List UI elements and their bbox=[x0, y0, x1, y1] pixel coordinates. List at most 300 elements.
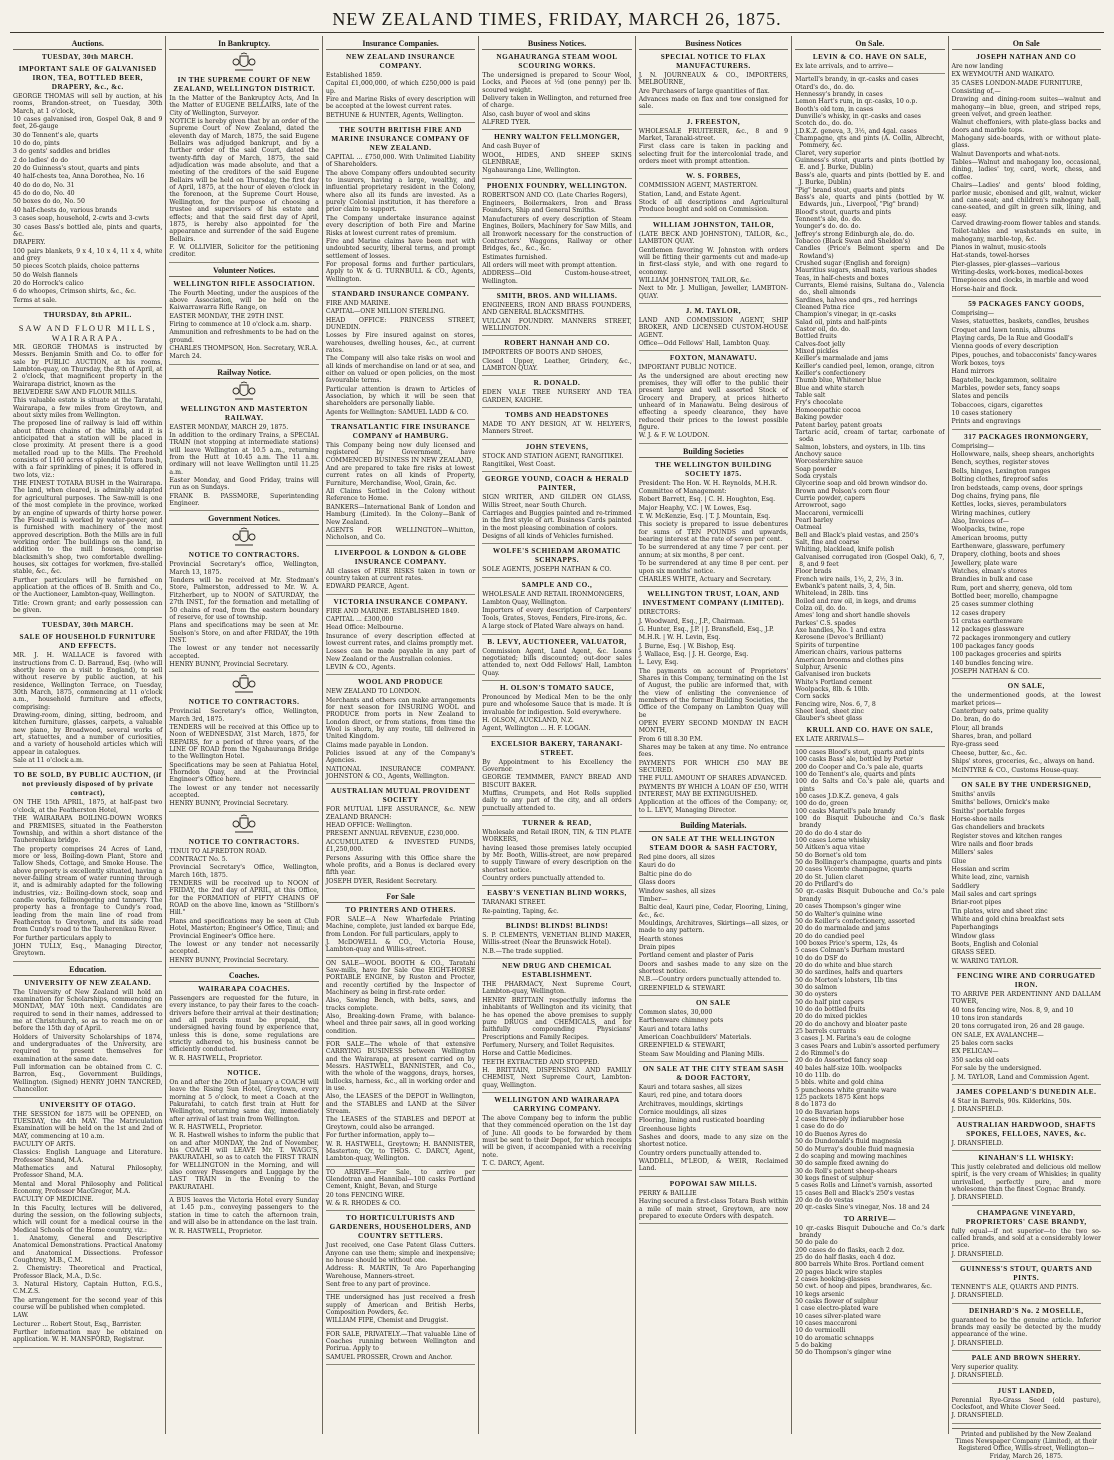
goods-list-item: 1 case do do do bbox=[795, 1123, 844, 1131]
ad-paragraph: BANKERS—International Bank of London and Hamburg (Limited). In the Colony—Bank of New Zealand. bbox=[325, 503, 476, 526]
ad-paragraph: J. N. JOURNEAUX & CO., IMPORTERS, MELBOURNE, bbox=[638, 72, 789, 87]
ad-paragraph: MR. J. H. WALLACE is favored with instructions from C. D. Barraud, Esq. (who will shortly leave on a visit to England), to sell without reserve by public auction, at his residence, Wellington Terrace, on Tuesday, 30th March, 1875, commencing at 11 o'clock a.m., household furniture and effects, comprising: bbox=[13, 652, 163, 711]
ad-paragraph: Baltic pine do do bbox=[638, 870, 692, 878]
goods-list-item: Whiting, blacklead, knife polish bbox=[795, 546, 895, 554]
ad-paragraph: J. DRANSFIELD. bbox=[951, 1250, 1004, 1258]
column-2 bbox=[165, 36, 321, 1434]
goods-list-item: 20 do do candied peel bbox=[795, 932, 865, 940]
goods-list-item: American brooms and clothes pins bbox=[795, 656, 904, 664]
goods-list-item: Ewbank's patent nails, 3, 4, 5in. bbox=[795, 583, 896, 591]
goods-list-item: 50 do Keiller's confectionery, assorted bbox=[795, 917, 915, 925]
goods-list-item: Glauber's sheet glass bbox=[795, 715, 863, 723]
ad-paragraph: J. DRANSFIELD. bbox=[951, 1106, 1004, 1114]
ad-paragraph: Fire and Marine claims have been met with undoubted security, liberal terms, and prompt settlement of losses. bbox=[325, 237, 476, 260]
advertisement bbox=[639, 835, 788, 996]
ad-paragraph: 20 tons corrugated iron, 26 and 28 gauge. bbox=[951, 1023, 1085, 1031]
ad-paragraph: 72 packages ironmongery and cutlery bbox=[951, 634, 1071, 642]
ad-headline: TRANSATLANTIC FIRE INSURANCE COMPANY of HAMBURG. bbox=[330, 423, 471, 441]
ad-paragraph: 30 cases Bass's bottled ale, pints and quarts, &c. bbox=[13, 223, 163, 238]
ad-headline: LIVERPOOL & LONDON & GLOBE INSURANCE COMPANY. bbox=[334, 548, 467, 566]
ad-paragraph: Office—Odd Fellows' Hall, Lambton Quay. bbox=[638, 339, 771, 347]
ad-paragraph: J. DRANSFIELD. bbox=[951, 1194, 1004, 1202]
advertisement bbox=[482, 411, 631, 440]
ad-paragraph: Register stoves and kitchen ranges bbox=[951, 832, 1063, 840]
advertisement bbox=[639, 221, 788, 304]
ad-paragraph: Saddlery bbox=[951, 882, 980, 890]
ad-paragraph: TO ARRIVE—For Sale, to arrive per Glendotran and Hannibal—100 casks Portland Cement, Knight, Bevan, and Sturge bbox=[325, 1168, 476, 1191]
goods-list-item: 50 do Thompson's ginger wine bbox=[795, 1349, 892, 1357]
ad-paragraph: Vienna goods of every description bbox=[951, 343, 1059, 351]
goods-list-item: 100 cases J.D.K.Z. geneva, 4 gals bbox=[795, 793, 899, 800]
ad-paragraph: Muffins, Crumpets, and Hot Rolls supplied daily to any part of the city, and all orders punctually attended to. bbox=[482, 789, 632, 812]
ad-paragraph: Having secured a first-class Totara Bush within a mile of main street, Greytown, are now prepared to execute Orders with despatch. bbox=[638, 1198, 789, 1220]
ad-paragraph: The lowest or any tender not necessarily accepted. bbox=[169, 645, 319, 660]
ad-paragraph: 20 do Guinness's stout, quarts and pints bbox=[13, 165, 140, 173]
ad-paragraph: Drain pipes bbox=[638, 943, 675, 951]
ad-paragraph: Paperhangings bbox=[951, 924, 999, 932]
ad-headline: NEW ZEALAND INSURANCE COMPANY. bbox=[346, 53, 456, 70]
ad-paragraph: WHOLESALE AND RETAIL IRONMONGERS, bbox=[482, 590, 625, 598]
ad-headline: JAMES COPELAND'S DUNEDIN ALE. bbox=[956, 1087, 1097, 1096]
advertisement bbox=[482, 889, 631, 919]
ad-paragraph: Merchants and others can make arrangements for next season for INSURING WOOL and PRODUCE from ports in New Zealand to London direct, or from stations, from time the Wool is shorn, by any route, till delivered in United Kingdom. bbox=[325, 696, 476, 741]
advertisement bbox=[795, 726, 944, 747]
ad-paragraph: Also, the LEASES of the DEPOT in Wellington, and the STABLES and LAND at the Silver Stream. bbox=[325, 1093, 476, 1116]
advertisement bbox=[482, 684, 631, 737]
goods-list-item: Currie powder, capers bbox=[795, 494, 866, 502]
goods-list-item: 100 cases Lorne whisky bbox=[795, 837, 871, 845]
ad-paragraph: N.B.—The trade supplied. bbox=[482, 947, 564, 955]
ad-headline: FENCING WIRE AND CORRUGATED IRON. bbox=[957, 972, 1096, 990]
goods-list-item: 3 cases J. M. Farina's eau de cologne bbox=[795, 1035, 911, 1043]
ad-paragraph: 50 pieces Scotch plaids, choice patterns bbox=[13, 263, 140, 271]
ad-headline: POPOWAI SAW MILLS. bbox=[669, 1179, 758, 1188]
ad-paragraph: J. DRANSFIELD. bbox=[951, 1372, 1004, 1380]
ad-paragraph: J. DRANSFIELD. bbox=[951, 1339, 1004, 1347]
ad-headline: NOTICE TO CONTRACTORS. bbox=[188, 551, 300, 560]
ad-paragraph: Prints and engravings bbox=[951, 418, 1021, 426]
goods-list-item: Galvanised corrugated iron (Gospel Oak), 6, 7, 8, and 9 feet bbox=[795, 553, 945, 569]
ad-headline: THE WELLINGTON BUILDING SOCIETY 1875. bbox=[654, 460, 772, 478]
ad-paragraph: VULCAN FOUNDRY. MANNERS STREET, WELLINGTON. bbox=[482, 317, 632, 332]
ad-paragraph: J. Burne, Esq. | W. Bishop, Esq. bbox=[638, 642, 736, 650]
ad-paragraph: Gentlemen favoring W. Johnston with orders will be fitting their garments cut and made-up in first-class style, and with one regard to economy. bbox=[638, 246, 789, 276]
ad-paragraph: TENNENT'S ALE, QUARTS AND PINTS. bbox=[951, 1283, 1079, 1291]
ad-paragraph: JOHN TULLY, Esq., Managing Director, Greytown. bbox=[13, 943, 163, 958]
ad-paragraph: Bells, hinges, Lexington ranges bbox=[951, 467, 1051, 475]
ad-paragraph: TINUI TO ALFREDTON ROAD. bbox=[169, 847, 267, 855]
goods-list-item: Dunville's whisky, in qr.-casks and cases bbox=[795, 113, 921, 121]
goods-list-item: Thumb blue, Whitener blue bbox=[795, 377, 882, 385]
ad-paragraph: WADDELL, M'LEOD, & WEIR, Reclaimed Land. bbox=[638, 1158, 789, 1173]
ad-paragraph: 20 do Horrock's calico bbox=[13, 279, 84, 287]
ad-paragraph: Drawing-room, dining, sitting, bedroom, and kitchen furniture, glasses, carpets, a valuable new piano, by Broadwood, several works of art, statuettes, and a number of curiosities, and a variety of household articles which will appear in catalogues. bbox=[13, 712, 163, 756]
goods-list-item: Soap powder bbox=[795, 465, 837, 473]
goods-list-item: Champion's vinegar, in qr.-casks bbox=[795, 311, 897, 319]
ad-paragraph: Persons Assuring with this Office share the whole profits, and a Bonus is declared every fifth year. bbox=[325, 854, 476, 877]
goods-list-item: Axe handles, No. 1 and extra bbox=[795, 627, 886, 635]
ad-paragraph: J. McDOWELL & CO., Victoria House, Lambton-quay and Willis-street. bbox=[325, 938, 476, 954]
goods-list-item: Woolpacks, 8lb. & 10lb. bbox=[795, 685, 870, 693]
royal-arms-icon bbox=[231, 53, 257, 73]
ad-paragraph: fully equal—if not superior—to the two so-called brands, and sold at a considerably lower price. bbox=[951, 1227, 1101, 1250]
ad-paragraph: Further particulars will be furnished on application at the offices of B. Smith and Co., or the Auctioneer, Lambton-quay, Wellington. bbox=[13, 576, 163, 599]
ad-paragraph: And cash Buyer of bbox=[482, 143, 540, 151]
ad-paragraph: The proposed line of railway is laid off within about fifteen chains of the Mills, and it is anticipated that a station will be placed in close proximity. At present there is a good metalled road up to the Mills. The Freehold consists of 1160 acres of splendid Totara bush, with a fair sprinkling of pines; it is offered in two lots, viz.: bbox=[13, 420, 163, 479]
ad-headline: ON SALE BY THE UNDERSIGNED, bbox=[961, 780, 1092, 789]
ad-paragraph: Hessian and scrim bbox=[951, 865, 1010, 873]
advertisement bbox=[639, 118, 788, 170]
goods-list-item: 3 cases Pears and Lubin's assorted perfumery bbox=[795, 1042, 940, 1050]
advertisement bbox=[639, 1180, 788, 1224]
goods-list-item: 10 do 11lb. do bbox=[795, 1072, 841, 1080]
ad-paragraph: TARANAKI STREET. bbox=[482, 899, 546, 907]
ad-paragraph: THE undersigned has just received a fresh supply of American and British Herbs, Composition Powders, &c. bbox=[325, 1294, 476, 1316]
advertisement bbox=[13, 979, 162, 1098]
ad-paragraph: WHOLESALE FRUITERER, &c., 8 and 9 Market, Taranaki-street. bbox=[638, 127, 789, 143]
ad-paragraph: 3 cases soap, household, 2-cwts and 3-cwts bbox=[13, 215, 150, 223]
ad-paragraph: L. Levy, Esq. bbox=[638, 659, 679, 667]
ad-paragraph: Architraves, mouldings, skirtings bbox=[638, 1100, 743, 1108]
goods-list-item: 50 do half pint capers bbox=[795, 998, 864, 1006]
ad-paragraph: All classes of FIRE RISKS taken in town or country taken at current rates. bbox=[325, 567, 476, 582]
ad-paragraph: Mail sales and cart springs bbox=[951, 890, 1037, 898]
ad-headline: LEVIN & CO. HAVE ON SALE, bbox=[812, 53, 927, 61]
ad-paragraph: EDWARD PEARCE, Agent. bbox=[325, 583, 409, 591]
ad-headline: B. LEVY, AUCTIONEER, VALUATOR, bbox=[487, 637, 627, 646]
ad-paragraph: the undermentioned goods, at the lowest market prices— bbox=[951, 692, 1101, 707]
ad-paragraph: Also, Breaking-down Frame, with balance-wheel and three pair saws, all in good working condition. bbox=[325, 1013, 476, 1035]
ad-paragraph: guaranteed to be the genuine article. Inferior brands may easily be detected by the muddy appearance of the wine. bbox=[951, 1316, 1101, 1339]
goods-list-item: Teas, in half-chests and boxes bbox=[795, 274, 889, 282]
column-7 bbox=[948, 36, 1104, 1460]
ad-paragraph: AGENTS FOR WELLINGTON—Whitton, Nicholson, and Co. bbox=[325, 526, 476, 542]
ad-headline: WOOL AND PRODUCE bbox=[358, 678, 444, 687]
ad-paragraph: FOR MUTUAL LIFE ASSURANCE, &c. NEW ZEALAND BRANCH: bbox=[325, 806, 476, 821]
ad-paragraph: A large stock of Plated Ware always on hand. bbox=[482, 623, 625, 631]
goods-list-item: 30 do oysters bbox=[795, 991, 838, 999]
advertisement bbox=[482, 922, 631, 959]
goods-list-item: Maccaroni, vermicelli bbox=[795, 509, 864, 517]
masthead: NEW ZEALAND TIMES, FRIDAY, MARCH 26, 1875. bbox=[332, 9, 782, 29]
ad-headline: IMPORTANT SALE OF GALVANISED IRON, TEA, BOTTLED BEER, DRAPERY, &c., &c. bbox=[18, 65, 157, 91]
goods-list-item: 50 do pale do bbox=[795, 1239, 838, 1247]
ad-headline: TOMBS AND HEADSTONES bbox=[505, 411, 609, 419]
ad-paragraph: Portland cement and plaster of Paris bbox=[638, 952, 754, 960]
goods-list-item: Mauritius sugars, small mats, various shades bbox=[795, 267, 937, 275]
ad-paragraph: T. C. DARCY, Agent. bbox=[482, 1160, 545, 1167]
ad-paragraph: Kettles, locks, sieves, perambulators bbox=[951, 501, 1067, 509]
ad-paragraph: 350 sacks old oats bbox=[951, 1056, 1010, 1064]
goods-list-item: Jeffrey's strong Edinburgh ale, do. do. bbox=[795, 230, 915, 238]
ad-paragraph: In addition to the ordinary Trains, a SPECIAL TRAIN (not stopping at intermediate stations) will leave Wellington at 10.5 a.m., returning from the Hutt at 10.45 a.m. The 11 a.m. ordinary will not leave Wellington until 11.25 a.m. bbox=[169, 432, 319, 476]
display-heading: SAW AND FLOUR MILLS, WAIRARAPA. bbox=[18, 322, 157, 343]
ad-headline: TO HORTICULTURISTS AND GARDENERS, HOUSEHOLDERS, AND COUNTRY SETTLERS. bbox=[329, 1214, 472, 1241]
advertisement bbox=[482, 443, 631, 473]
goods-list-item: 15 cases Bell and Black's 250's vestas bbox=[795, 1189, 915, 1197]
goods-list-item: Younger's do. do. do. bbox=[795, 223, 861, 231]
ad-paragraph: Wholesale and Retail IRON, TIN, & TIN PLATE WORKERS, bbox=[482, 829, 632, 844]
advertisement bbox=[326, 1331, 475, 1365]
ad-paragraph: THE PHARMACY, Next Supreme Court, Lambton-quay, Wellington. bbox=[482, 981, 632, 996]
goods-list-item: 10 do vermicelli bbox=[795, 1327, 846, 1335]
ad-paragraph: SAMUEL PROSSER, Crown and Anchor. bbox=[325, 1353, 453, 1361]
goods-list-item: Bottled fruits bbox=[795, 333, 837, 341]
ad-paragraph: Tin plates, wire and sheet zinc bbox=[951, 907, 1048, 915]
ad-paragraph: CONTRACT No. 5. bbox=[169, 856, 228, 864]
goods-list-item: 800 barrels White Bros. Portland cement bbox=[795, 1261, 924, 1269]
ad-paragraph: IMPORTERS OF BOOTS AND SHOES, bbox=[482, 349, 603, 357]
ad-paragraph: Tables—Walnut and mahogany loo, occasional, dining, ladies' toy, card, work, chess, and coffee. bbox=[951, 159, 1101, 181]
advertisement bbox=[13, 771, 162, 961]
ad-paragraph: 2. Chemistry: Theoretical and Practical, Professor Black, M.A., D.Sc. bbox=[13, 1265, 163, 1280]
ad-paragraph: WILLIAM JOHNSTON, TAILOR, &c. bbox=[638, 276, 752, 284]
goods-list-item: Champagne, qts and pints (A. Collin, Albrecht, Pommery, &c. bbox=[795, 135, 945, 150]
goods-list-item: 20 do do Assorted fancy soap bbox=[795, 1057, 888, 1065]
goods-list-item: 20 qr.-casks Sine's vinegar, Nos. 18 and 24 bbox=[795, 1204, 930, 1212]
ad-paragraph: And are prepared to take fire risks at lowest current rates on all kinds of Property, Furniture, Merchandise, Wool, Grain, &c. bbox=[325, 465, 476, 487]
column-1 bbox=[10, 36, 165, 1434]
goods-list-item: 20 do do white and blue starch bbox=[795, 961, 893, 969]
ad-paragraph: Wiring machines, cutlery bbox=[951, 509, 1031, 517]
goods-list-item: Colza oil, do. do. bbox=[795, 605, 848, 613]
advertisement bbox=[482, 1096, 631, 1171]
ad-paragraph: J. DRANSFIELD. bbox=[951, 1412, 1004, 1420]
advertisement bbox=[482, 133, 631, 178]
ad-paragraph: W. J. & F. W. LOUDON. bbox=[638, 432, 710, 440]
goods-list-item: Salmon, lobsters, and oysters, in 1lb. tins bbox=[795, 443, 926, 451]
ad-paragraph: 100 pairs blankets, 9 x 4, 10 x 4, 11 x 4, white and grey bbox=[13, 247, 163, 262]
ad-headline: WAIRARAPA COACHES. bbox=[198, 984, 291, 993]
column-4 bbox=[478, 36, 634, 1434]
goods-list-item: Whitelead, in 28lb. tins bbox=[795, 590, 869, 598]
ad-paragraph: Walnut cheffoniers, with plate-glass backs and doors and marble tops. bbox=[951, 119, 1101, 134]
goods-list-item: 10 do Buenos Ayres do bbox=[795, 1130, 867, 1138]
advertisement bbox=[326, 960, 475, 1039]
goods-list-item: 2 do Rimmel's do bbox=[795, 1050, 850, 1058]
ad-paragraph: Plans and specifications may be seen at Mr. Snelson's Store, on and after FRIDAY, the 19th INST. bbox=[169, 622, 319, 644]
goods-list-item: "Pig" brand stout, quarts and pints bbox=[795, 186, 905, 194]
goods-list-item: 10 do do DSF do bbox=[795, 954, 848, 962]
royal-arms-icon bbox=[231, 815, 257, 835]
advertisement bbox=[169, 1069, 318, 1195]
goods-list-item: Anchovy sauce bbox=[795, 450, 842, 458]
ad-paragraph: Common slates, 30,000 bbox=[638, 1008, 713, 1016]
ad-headline: DEINHARD'S No. 2 MOSELLE, bbox=[968, 1306, 1084, 1315]
goods-list-item: 25 barrels currants bbox=[795, 1028, 856, 1035]
advertisement bbox=[482, 292, 631, 336]
ad-paragraph: Sale at 11 o'clock a.m. bbox=[13, 757, 84, 765]
ad-paragraph: The property comprises 24 Acres of Land, more or less, Boiling-down Plant, Store and Tallow Sheds, Cottage, and Smoke House. The above property is excellently situated, having a never-failing stream of water running through it, and is admirably adapted for the following industries, viz.: Boiling-down stock, soap and candle works, fellmongering and tannery. The property has a frontage to Cundy's road, leading from the main line of road from Featherston to Greytown, and its side road from Cundy's road to the Tauherenikau River. bbox=[13, 845, 163, 934]
date-heading: TUESDAY, 30th MARCH. bbox=[41, 621, 134, 630]
ad-paragraph: Bench, scythes, register stoves bbox=[951, 459, 1050, 467]
ad-paragraph: S. P. CLEMENTS, VENETIAN BLIND MAKER, Willis-street (Near the Brunswick Hotel). bbox=[482, 932, 632, 947]
ad-headline: STANDARD INSURANCE COMPANY. bbox=[331, 289, 470, 298]
ad-paragraph: 25 cases summer clothing bbox=[951, 601, 1034, 609]
ad-paragraph: Vases, statuettes, baskets, candles, brushes bbox=[951, 318, 1089, 326]
ad-paragraph: having leased those premises lately occupied by Mr. Booth, Willis-street, are now prepared to supply Tinware of every description on the shortest notice. bbox=[482, 844, 632, 874]
ad-paragraph: Shares may be taken at any time. No entrance fees. bbox=[638, 744, 789, 759]
goods-list-item: Table salt bbox=[795, 392, 826, 400]
advertisement bbox=[326, 126, 475, 287]
ad-paragraph: For sale by the undersigned. bbox=[951, 1065, 1042, 1073]
advertisement bbox=[326, 1214, 475, 1292]
section-heading: Railway Notice. bbox=[169, 368, 318, 379]
ad-paragraph: Robert Barrett, Esq. | C. H. Houghton, Esq. bbox=[638, 496, 776, 504]
goods-list-item: 100 do Salts and Co.'s pale ale, quarts and pints bbox=[795, 778, 945, 793]
ad-paragraph: Losses can be made payable in any part of New Zealand or the Australian colonies. bbox=[325, 648, 476, 663]
ad-paragraph: Hat-stands, towel-horses bbox=[951, 252, 1030, 260]
ad-headline: R. DONALD. bbox=[533, 379, 581, 388]
goods-list-item: Fencing wire, Nos. 6, 7, 8 bbox=[795, 700, 876, 708]
ad-paragraph: Dog chains, frying pans, file bbox=[951, 492, 1040, 500]
ad-headline: W. S. FORBES, bbox=[686, 172, 741, 181]
ad-headline: SMITH, BROS. AND WILLIAMS. bbox=[496, 291, 618, 300]
goods-list-item: 50 do Murray's double fluid magnesia bbox=[795, 1145, 915, 1153]
ad-headline: NOTICE TO CONTRACTORS. bbox=[188, 837, 300, 846]
ad-paragraph: Just received, one Case Patent Glass Cutters. Anyone can use them; simple and inexpensive; no house should be without one. bbox=[325, 1242, 476, 1264]
ad-paragraph: Toilet-tables and washstands en suite, in mahogany, marble-top, &c. bbox=[951, 228, 1101, 243]
ad-paragraph: White lead, zinc, varnish bbox=[951, 874, 1030, 882]
ad-paragraph: LAW. bbox=[13, 1312, 29, 1320]
ad-paragraph: Passengers are requested for the future, in every instance, to pay their fares to the coach-drivers before their arrival at their destination; and all parcels must be prepaid, the undersigned having found by experience that, unless this is done, some regulations are strictly adhered to, his business cannot be efficiently conducted. bbox=[169, 994, 319, 1054]
ad-paragraph: Rye-grass seed bbox=[951, 741, 999, 749]
ad-paragraph: Lecturer ... Robert Stout, Esq., Barrister. bbox=[13, 1320, 142, 1328]
goods-list-item: Guinness's stout, quarts and pints (bottled by E. and J. Burke, Dublin) bbox=[795, 157, 945, 172]
advertisement bbox=[952, 1209, 1101, 1262]
ad-paragraph: NATIONAL INSURANCE COMPANY. JOHNSTON & CO., Agents, Wellington. bbox=[325, 765, 476, 781]
advertisement bbox=[952, 1154, 1101, 1206]
ad-paragraph: THE FULL AMOUNT OF SHARES ADVANCED. bbox=[638, 775, 788, 783]
goods-list-item: Patent barley, patent groats bbox=[795, 421, 883, 429]
ad-paragraph: FIRE AND MARINE. ESTABLISHED 1849. bbox=[325, 607, 460, 615]
ad-paragraph: The LEASES of the STABLES and DEPOT at Greytown, could also be arranged. bbox=[325, 1116, 476, 1131]
ad-paragraph: Flour, all brands bbox=[951, 724, 1004, 732]
goods-list-item: Fry's chocolate bbox=[795, 399, 843, 407]
ad-paragraph: 3. Natural History, Captain Hutton, F.G.S., C.M.Z.S. bbox=[13, 1281, 163, 1296]
goods-list-item: Calves-foot jelly bbox=[795, 340, 846, 348]
ad-paragraph: Smiths' portable forges bbox=[951, 807, 1026, 815]
ad-headline: PALE AND BROWN SHERRY. bbox=[971, 1354, 1081, 1363]
advertisement bbox=[169, 1197, 318, 1239]
goods-list-item: 20 cases Thompson's ginger wine bbox=[795, 903, 901, 911]
ad-paragraph: Pronounced by Medical Men to be the only pure and wholesome Sauce that is made. It is invaluable for indigestion. Sold everywhere. bbox=[482, 693, 632, 716]
ad-paragraph: Closed Upper, Leather, Grindery, &c., LAMBTON QUAY. bbox=[482, 357, 632, 372]
goods-list-item: Sheet lead, sheet zinc bbox=[795, 707, 864, 715]
ad-paragraph: 10 tons iron standards bbox=[951, 1015, 1023, 1023]
ad-paragraph: Rum, port and sherry, geneva, old tom bbox=[951, 584, 1073, 592]
goods-list-item: 10 do Bavarian hops bbox=[795, 1108, 860, 1116]
ad-paragraph: Glass doors bbox=[638, 879, 676, 887]
ad-headline: H. OLSON'S TOMATO SAUCE, bbox=[500, 683, 614, 692]
ad-paragraph: Boots, English and Colonial bbox=[951, 941, 1039, 949]
ad-paragraph: Full information can be obtained from C. C. Barron, Esq., Government Buildings, Wellington. (Signed) HENRY JOHN TANCRED, Chancellor. bbox=[13, 1064, 163, 1094]
ad-paragraph: EX PELICAN— bbox=[951, 1048, 999, 1056]
advertisement bbox=[952, 53, 1101, 297]
ad-paragraph: Perfumery, Nursery, and Toilet Requisites. bbox=[482, 1041, 615, 1049]
advertisement bbox=[639, 590, 788, 818]
ad-paragraph: The lowest or any tender not necessarily accepted. bbox=[169, 784, 319, 800]
ad-paragraph: Smiths' anvils bbox=[951, 790, 996, 798]
ad-paragraph: Croquet and lawn tennis, albums bbox=[951, 326, 1056, 334]
ad-paragraph: Provincial Secretary's Office, Wellington, March 16th, 1875. bbox=[169, 864, 319, 879]
advertisement bbox=[639, 461, 788, 587]
goods-list-item: 20 do do marmalade and jams bbox=[795, 925, 890, 933]
ad-paragraph: M.H.R. | W. H. Levin, Esq. bbox=[638, 634, 721, 642]
ad-paragraph: American brooms, putty bbox=[951, 534, 1028, 542]
ad-headline: AUSTRALIAN HARDWOOD, SHAFTS SPOKES, FELLOES, NAVES, &c. bbox=[956, 1120, 1096, 1138]
advertisement bbox=[482, 182, 631, 289]
ad-paragraph: CAPITAL—ONE MILLION STERLING. bbox=[325, 308, 446, 316]
goods-list-item: 100 do Tennent's ale, quarts and pints bbox=[795, 770, 916, 778]
ad-headline: KRULL AND CO. HAVE ON SALE, bbox=[806, 725, 934, 734]
goods-list bbox=[795, 1225, 944, 1357]
ad-paragraph: F. W. OLLIVIER, Solicitor for the petitioning creditor. bbox=[169, 243, 319, 259]
ad-paragraph: ON THE 15th APRIL, 1875, at half-past two o'clock, at the Featherston Hotel, bbox=[13, 799, 163, 814]
goods-list-item: Floor brads bbox=[795, 568, 832, 576]
section-heading: On Sale. bbox=[795, 39, 944, 50]
ad-paragraph: Ngahauranga Line, Wellington. bbox=[482, 167, 581, 175]
ad-paragraph: 100 packages fancy goods bbox=[951, 643, 1035, 651]
ad-paragraph: GEORGE THOMAS will sell by auction, at his rooms, Brandon-street, on Tuesday, 30th March, at 1 o'clock, bbox=[13, 93, 163, 115]
section-heading: Business Notices bbox=[639, 39, 788, 50]
ad-headline: J. FREESTON, bbox=[686, 117, 741, 126]
goods-list-item: Tennent's ale, do. do. bbox=[795, 215, 862, 223]
ad-paragraph: Tobaccoes, cigars, cigarettes bbox=[951, 401, 1043, 409]
goods-list-item: 25 do do half flasks, each 4 doz. bbox=[795, 1253, 896, 1261]
ad-paragraph: LEVIN & CO., Agents. bbox=[325, 663, 396, 671]
ad-paragraph: Wire nails and floor brads bbox=[951, 840, 1033, 848]
ad-headline: KINAHAN'S LL WHISKY: bbox=[978, 1153, 1074, 1162]
ad-headline: JOHN STEVENS, bbox=[525, 442, 589, 451]
ad-paragraph: Smiths' bellows, Ornick's make bbox=[951, 799, 1050, 807]
goods-list-item: 10 do aromatic schnapps bbox=[795, 1334, 874, 1342]
advertisement bbox=[952, 972, 1101, 1085]
ad-paragraph: HENRY BUNNY, Provincial Secretary. bbox=[169, 800, 289, 808]
ad-paragraph: 1. Anatomy, General and Descriptive Anatomical Demonstrations. Practical Anatomy and Anatomical Dissections. Professor Coughtrey, M.B., C.M. bbox=[13, 1235, 163, 1265]
ad-paragraph: ON SALE, EX AVALANCHE— bbox=[951, 1031, 1044, 1039]
ad-paragraph: The Fourth Meeting, under the auspices of the above Association, will be held on the Kaiwarrawarra Rifle Range, on bbox=[169, 289, 319, 312]
advertisement bbox=[326, 290, 475, 420]
advertisement bbox=[639, 1065, 788, 1177]
goods-list-item: Blue and white starch bbox=[795, 384, 864, 392]
ad-paragraph: 35 CASES LONDON-MADE FURNITURE, bbox=[951, 79, 1083, 87]
goods-list-item: Mixed pickles bbox=[795, 348, 839, 356]
advertisement bbox=[639, 307, 788, 351]
ad-paragraph: Also, cash buyer of wool and skins bbox=[482, 110, 591, 118]
ad-paragraph: Work boxes, toys bbox=[951, 360, 1005, 368]
ad-headline: 317 PACKAGES IRONMONGERY, bbox=[964, 432, 1089, 441]
ad-paragraph: 2 do ladies' do do bbox=[13, 156, 69, 164]
ad-paragraph: FOR SALE—The whole of that extensive CARRYING BUSINESS between Wellington and the Wairarapa, at present carried on by Messrs. HASTWELL, BANNISTER, and Co., with the whole of the waggons, drays, horses, bullocks, harness, &c., all in working order and in use. bbox=[325, 1041, 476, 1093]
ad-paragraph: Designs of all kinds of Vehicles furnished. bbox=[482, 533, 614, 541]
ad-paragraph: Estimates furnished. bbox=[482, 253, 548, 261]
ad-headline: TURNER & READ, bbox=[522, 819, 592, 827]
ad-paragraph: Are Purchasers of large quantities of flax. bbox=[638, 87, 770, 95]
ad-paragraph: Drapery, clothing, boots and shoes bbox=[951, 551, 1061, 559]
ad-paragraph: The above Company beg to inform the public that they commenced operation on the 1st day of June. All goods to be forwarded by them must be sent to their Depot, for which receipts will be given, if accompanied with a receiving note. bbox=[482, 1114, 632, 1159]
ad-paragraph: Country orders punctually attended to. bbox=[638, 1149, 762, 1157]
ad-paragraph: For further information, apply to— bbox=[325, 1132, 435, 1140]
ad-paragraph: ALFRED TYER. bbox=[482, 119, 531, 127]
ad-headline: HENRY WALTON FELLMONGER, bbox=[494, 133, 620, 142]
goods-list-item: Pearl barley bbox=[795, 516, 833, 524]
advertisement bbox=[326, 1294, 475, 1328]
ad-paragraph: EDEN VALE TREE NURSERY AND TEA GARDEN, KAIGHE. bbox=[482, 389, 632, 404]
ad-paragraph: GREENFIELD & STEWART. bbox=[638, 984, 726, 992]
ad-headline: SPECIAL NOTICE TO FLAX MANUFACTURERS. bbox=[660, 53, 766, 70]
ad-headline: TO BE SOLD, BY PUBLIC AUCTION, (if not previously disposed of by private contract), bbox=[13, 771, 162, 798]
